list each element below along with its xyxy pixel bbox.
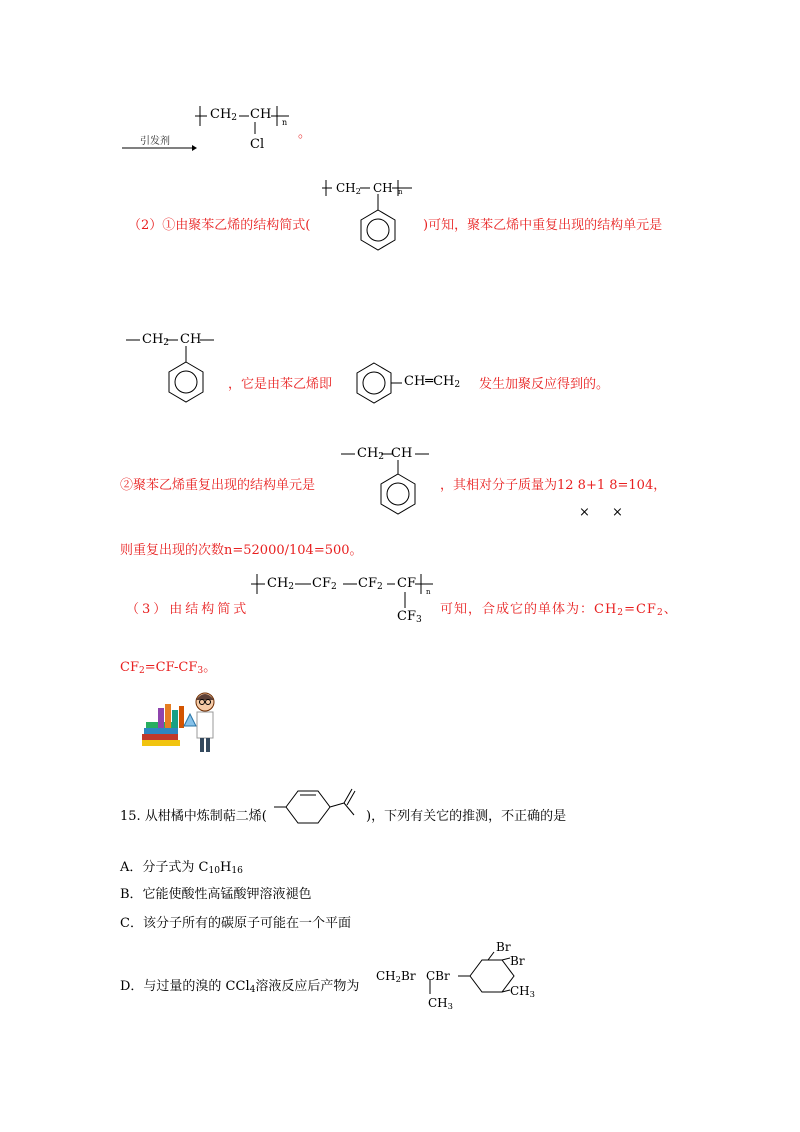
pvc-n: n <box>282 118 288 127</box>
pvc-ch2: $CH_2$ <box>210 107 238 123</box>
limonene-structure <box>272 775 368 831</box>
fp-cf: CF <box>397 576 416 591</box>
part2-line3-suffix: ，其相对分子质量为12 8+1 8=104， <box>440 478 667 493</box>
fp-ch2: $CH_2$ <box>267 576 295 592</box>
q15-option-c[interactable]: C．该分子所有的碳原子可能在一个平面 <box>120 916 351 931</box>
fp-cf2-2: $CF_2$ <box>358 576 383 592</box>
repeat-unit-ch2-2: $CH_2$ <box>357 446 385 462</box>
repeat-unit-ch-2: CH <box>391 446 413 461</box>
part3-prefix: （3）由结构简式 <box>126 602 250 617</box>
q15-stem-suffix: )，下列有关它的推测，不正确的是 <box>366 809 567 824</box>
product-br-side: Br <box>510 954 525 968</box>
times-sign-1: × <box>579 505 590 520</box>
pvc-ch: CH <box>250 107 272 122</box>
product-ring-ch3: $CH_3$ <box>510 984 535 999</box>
fp-cf2-1: $CF_2$ <box>312 576 337 592</box>
product-ch3: $CH_3$ <box>428 996 453 1011</box>
initiator-arrow <box>120 132 198 152</box>
fp-n: n <box>426 588 431 596</box>
repeat-unit-ch: CH <box>180 332 202 347</box>
part2-line2-mid: ，它是由苯乙烯即 <box>228 377 333 392</box>
q15-option-a[interactable]: A．分子式为 $C_{10}H_{16}$ <box>120 860 243 876</box>
product-cbr: CBr <box>426 969 450 983</box>
repeat-unit-structure-2 <box>335 444 435 524</box>
fp-cf3: $CF_3$ <box>397 609 422 625</box>
ps-ch2: $CH_2$ <box>336 181 361 196</box>
pvc-period: 。 <box>298 126 312 141</box>
repeat-unit-structure <box>120 330 220 410</box>
part2-line4: 则重复出现的次数n=52000/104=500。 <box>120 543 363 558</box>
part3-line2: $CF_2=CF-CF_3$。 <box>120 660 217 676</box>
product-br-top: Br <box>496 940 511 954</box>
q15-option-b[interactable]: B．它能使酸性高锰酸钾溶液褪色 <box>120 887 312 902</box>
repeat-unit-ch2: $CH_2$ <box>142 332 170 348</box>
pvc-cl: Cl <box>250 137 265 152</box>
part2-line1-prefix: （2）①由聚苯乙烯的结构简式( <box>128 218 311 233</box>
q15-stem-prefix: 15. 从柑橘中炼制萜二烯( <box>120 809 267 824</box>
part3-suffix: 可知，合成它的单体为：$CH_2=CF_2$、 <box>440 602 678 618</box>
arrow-label: 引发剂 <box>140 136 170 147</box>
scientist-books-illustration <box>140 688 222 756</box>
ps-ch: CH <box>373 181 393 195</box>
times-sign-2: × <box>612 505 623 520</box>
styrene-vinyl: $CH═CH_2$ <box>404 374 461 390</box>
product-ch2br: $CH_2Br$ <box>376 969 416 984</box>
part2-line1-suffix: )可知，聚苯乙烯中重复出现的结构单元是 <box>423 218 663 233</box>
styrene-structure <box>354 360 404 406</box>
q15-option-d[interactable]: D．与过量的溴的 CCl$_4$溶液反应后产物为 <box>120 979 360 995</box>
polystyrene-structure <box>320 176 420 258</box>
part2-line3-prefix: ②聚苯乙烯重复出现的结构单元是 <box>120 478 316 493</box>
part2-line2-suffix: 发生加聚反应得到的。 <box>479 377 610 392</box>
reaction-arrow-icon <box>120 144 198 152</box>
ps-n: n <box>398 188 403 196</box>
